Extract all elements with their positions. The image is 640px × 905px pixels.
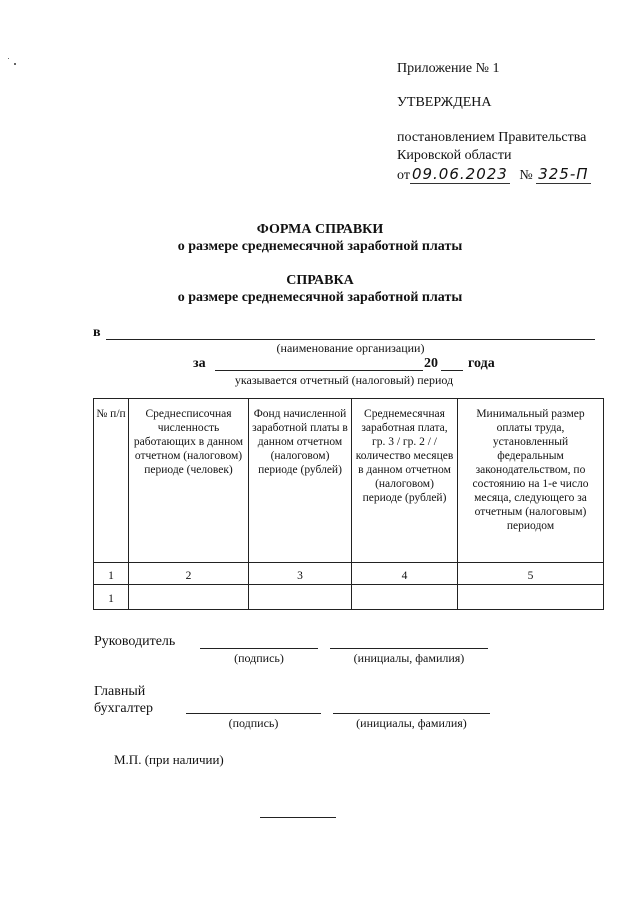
average-salary-cell[interactable]	[352, 585, 458, 610]
head-label: Руководитель	[94, 634, 176, 649]
column-number: 2	[129, 563, 249, 585]
organization-field-line[interactable]	[106, 339, 595, 340]
head-signature-line[interactable]	[200, 648, 318, 649]
table-header-row	[94, 399, 604, 563]
decree-line-2: Кировской области	[397, 148, 512, 163]
scan-speck	[14, 63, 16, 65]
column-number: 4	[352, 563, 458, 585]
column-number: 3	[249, 563, 352, 585]
decree-line-1: постановлением Правительства	[397, 130, 587, 145]
accountant-name-line[interactable]	[333, 713, 490, 714]
year-field-line[interactable]	[441, 370, 463, 371]
certificate-subtitle: о размере среднемесячной заработной платы	[177, 290, 463, 305]
payroll-fund-cell[interactable]	[249, 585, 352, 610]
scan-speck	[8, 58, 9, 59]
header-minimum-wage: Минимальный размер оплаты труда, установленный федеральным законодательством, по состоянию на 1-е число месяца, следующего за отчетным (налоговым) периодом	[458, 399, 604, 563]
header-number: № п/п	[94, 399, 129, 563]
header-average-salary: Среднемесячная заработная плата, гр. 3 / гр. 2 / / количество месяцев в данном отчетном (налоговом) периоде (рублей)	[352, 399, 458, 563]
accountant-name-caption: (инициалы, фамилия)	[356, 716, 467, 730]
seal-label: М.П. (при наличии)	[114, 752, 224, 767]
number-prefix: №	[519, 168, 533, 183]
table-row	[94, 585, 604, 610]
closing-divider	[260, 817, 336, 818]
column-number-row	[94, 563, 604, 585]
salary-table	[93, 398, 604, 610]
handwritten-date: 09.06.2023	[411, 165, 508, 183]
accountant-label-line-2: бухгалтер	[94, 701, 153, 716]
head-signature-caption: (подпись)	[234, 651, 284, 665]
handwritten-number: 325-П	[538, 165, 589, 183]
appendix-label: Приложение № 1	[397, 61, 500, 76]
accountant-label-line-1: Главный	[94, 684, 146, 699]
date-prefix: от	[397, 168, 410, 183]
approved-label: УТВЕРЖДЕНА	[397, 95, 492, 110]
minimum-wage-cell[interactable]	[458, 585, 604, 610]
column-number: 5	[458, 563, 604, 585]
year-prefix: 20	[424, 356, 438, 371]
organization-prefix: в	[93, 325, 101, 340]
header-headcount: Среднесписочная численность работающих в данном отчетном (налоговом) периоде (человек)	[129, 399, 249, 563]
column-number: 1	[94, 563, 129, 585]
period-field-line[interactable]	[215, 370, 423, 371]
head-name-line[interactable]	[330, 648, 488, 649]
period-prefix: за	[193, 356, 206, 371]
accountant-signature-line[interactable]	[186, 713, 321, 714]
form-title: ФОРМА СПРАВКИ	[256, 222, 384, 237]
organization-caption: (наименование организации)	[276, 341, 425, 355]
certificate-title: СПРАВКА	[286, 273, 354, 288]
period-caption: указывается отчетный (налоговый) период	[234, 373, 454, 387]
row-number-cell: 1	[94, 585, 129, 610]
decree-date-line	[397, 165, 591, 185]
accountant-signature-caption: (подпись)	[228, 716, 279, 730]
form-subtitle: о размере среднемесячной заработной платы	[177, 239, 463, 254]
year-suffix: года	[468, 356, 495, 371]
headcount-cell[interactable]	[129, 585, 249, 610]
head-name-caption: (инициалы, фамилия)	[353, 651, 465, 665]
header-payroll-fund: Фонд начисленной заработной платы в данном отчетном (налоговом) периоде (рублей)	[249, 399, 352, 563]
